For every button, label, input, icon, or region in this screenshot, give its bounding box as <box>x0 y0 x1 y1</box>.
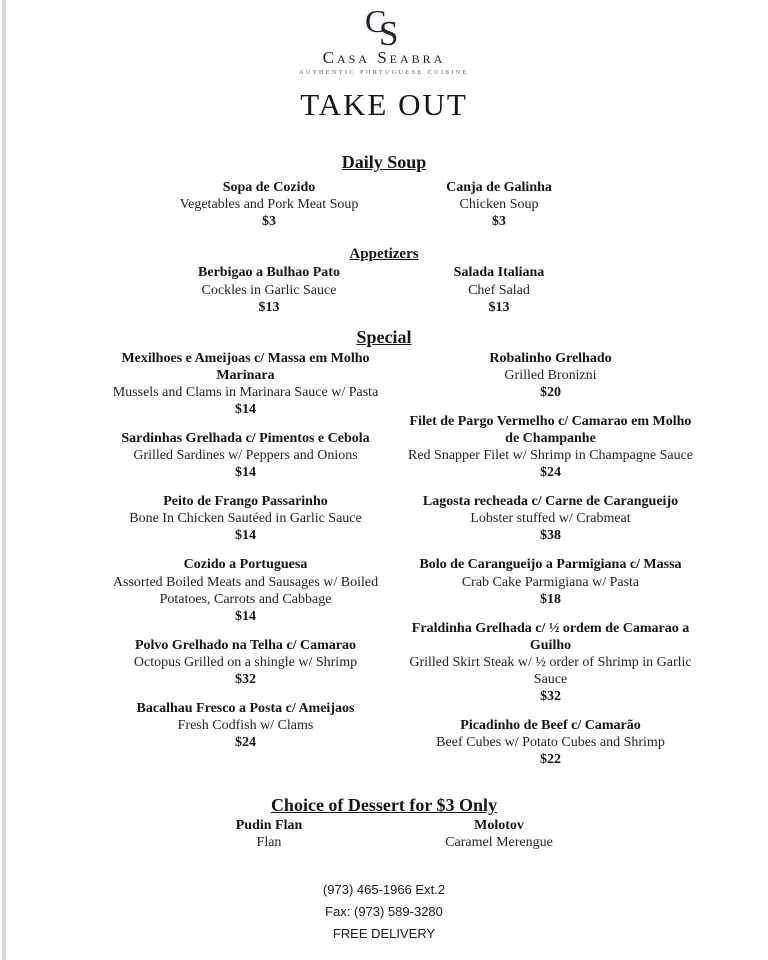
menu-item <box>403 556 698 607</box>
item-price: $3 <box>262 214 276 230</box>
item-desc: Red Snapper Filet w/ Shrimp in Champagne Sauce <box>407 448 693 464</box>
item-title: Canja de Galinha <box>446 180 552 196</box>
monogram-letter-s: S <box>379 14 399 53</box>
item-price: $24 <box>235 735 256 751</box>
item-desc: Mussels and Clams in Marinara Sauce w/ Pasta <box>112 384 379 400</box>
menu-item <box>403 620 698 705</box>
appetizers-header: Appetizers <box>349 246 419 263</box>
item-price: $18 <box>540 591 561 607</box>
dessert-section <box>0 795 768 851</box>
monogram-letter-c: C <box>365 3 387 39</box>
menu-item <box>159 817 379 851</box>
item-price: $14 <box>235 528 256 544</box>
menu-item <box>403 413 698 481</box>
special-left-column <box>98 350 393 752</box>
item-price: $3 <box>492 214 506 230</box>
item-price: $24 <box>540 465 561 481</box>
item-desc: Vegetables and Pork Meat Soup <box>179 197 359 213</box>
item-price: $38 <box>540 528 561 544</box>
item-desc: Grilled Bronizni <box>504 367 597 383</box>
logo-monogram <box>349 3 419 53</box>
menu-item <box>98 556 393 624</box>
page-title: TAKE OUT <box>300 86 468 122</box>
item-price: $13 <box>258 299 280 315</box>
dessert-header: Choice of Dessert for $3 Only <box>270 795 498 816</box>
special-header: Special <box>356 326 412 347</box>
daily-soup-header: Daily Soup <box>341 152 427 173</box>
item-price: $22 <box>540 752 561 768</box>
item-desc: Flan <box>256 835 282 851</box>
item-title: Berbigao a Bulhao Pato <box>198 265 340 281</box>
fax-number: Fax: (973) 589-3280 <box>325 903 443 919</box>
item-title: Peito de Frango Passarinho <box>163 494 328 510</box>
item-title: Cozido a Portuguesa <box>183 557 308 573</box>
menu-item <box>159 264 379 315</box>
item-price: $32 <box>235 671 256 687</box>
menu-item <box>98 493 393 544</box>
item-desc: Chef Salad <box>468 282 530 298</box>
appetizers-items <box>159 264 609 315</box>
item-title: Mexilhoes e Ameijoas c/ Massa em Molho Marinara <box>121 350 370 383</box>
item-price: $14 <box>235 401 256 417</box>
item-title: Picadinho de Beef c/ Camarão <box>460 718 641 734</box>
dessert-items <box>159 817 609 851</box>
phone-number: (973) 465-1966 Ext.2 <box>322 881 446 897</box>
menu-item <box>98 430 393 481</box>
item-title: Filet de Pargo Vermelho c/ Camarao em Molho de Champanhe <box>409 413 692 447</box>
item-title: Salada Italiana <box>453 265 545 281</box>
special-items <box>98 350 698 769</box>
item-title: Bolo de Carangueijo a Parmigiana c/ Massa <box>419 557 682 573</box>
menu-item <box>403 717 698 768</box>
item-desc: Grilled Sardines w/ Peppers and Onions <box>133 448 358 464</box>
item-title: Sopa de Cozido <box>222 180 316 196</box>
item-price: $20 <box>540 384 561 400</box>
restaurant-name: Casa Seabra <box>322 48 446 67</box>
item-title: Pudin Flan <box>235 818 303 834</box>
item-title: Lagosta recheada c/ Carne de Carangueijo <box>422 494 679 510</box>
item-desc: Lobster stuffed w/ Crabmeat <box>470 511 631 527</box>
menu-item <box>389 179 609 230</box>
daily-soup-items <box>159 179 609 230</box>
item-desc: Caramel Merengue <box>445 835 553 851</box>
item-desc: Assorted Boiled Meats and Sausages w/ Boiled Potatoes, Carrots and Cabbage <box>112 574 379 607</box>
menu-item <box>98 700 393 751</box>
item-title: Bacalhau Fresco a Posta c/ Ameijaos <box>136 701 355 717</box>
menu-item <box>159 179 379 230</box>
contact-footer <box>0 879 768 946</box>
item-desc: Grilled Skirt Steak w/ ½ order of Shrimp in Garlic Sauce <box>409 654 692 687</box>
item-desc: Chicken Soup <box>459 197 539 213</box>
item-price: $14 <box>235 608 256 624</box>
free-delivery-note: FREE DELIVERY <box>332 926 436 942</box>
menu-item <box>98 637 393 688</box>
item-desc: Beef Cubes w/ Potato Cubes and Shrimp <box>436 735 665 751</box>
menu-item <box>389 264 609 315</box>
daily-soup-section <box>0 152 768 230</box>
item-title: Molotov <box>474 818 524 834</box>
item-price: $32 <box>540 689 561 705</box>
menu-item <box>389 817 609 851</box>
menu-item <box>403 350 698 401</box>
item-desc: Fresh Codfish w/ Clams <box>177 718 314 734</box>
item-price: $13 <box>488 299 510 315</box>
casa-seabra-logo <box>0 5 768 76</box>
item-desc: Crab Cake Parmigiana w/ Pasta <box>461 574 640 590</box>
menu-item <box>98 350 393 418</box>
item-title: Robalinho Grelhado <box>489 350 612 366</box>
menu-item <box>403 493 698 544</box>
appetizers-section <box>0 246 768 315</box>
special-section <box>0 327 768 769</box>
item-title: Fraldinha Grelhada c/ ½ ordem de Camarao a Guilho <box>411 620 690 653</box>
item-desc: Octopus Grilled on a shingle w/ Shrimp <box>133 654 358 670</box>
item-title: Polvo Grelhado na Telha c/ Camarao <box>134 637 357 653</box>
item-desc: Cockles in Garlic Sauce <box>201 282 337 298</box>
special-right-column <box>403 350 698 769</box>
item-desc: Bone In Chicken Sautéed in Garlic Sauce <box>129 511 362 527</box>
item-title: Sardinhas Grelhada c/ Pimentos e Cebola <box>121 431 370 447</box>
restaurant-tagline: AUTHENTIC PORTUGUESE CUISINE <box>299 69 469 76</box>
item-price: $14 <box>235 465 256 481</box>
